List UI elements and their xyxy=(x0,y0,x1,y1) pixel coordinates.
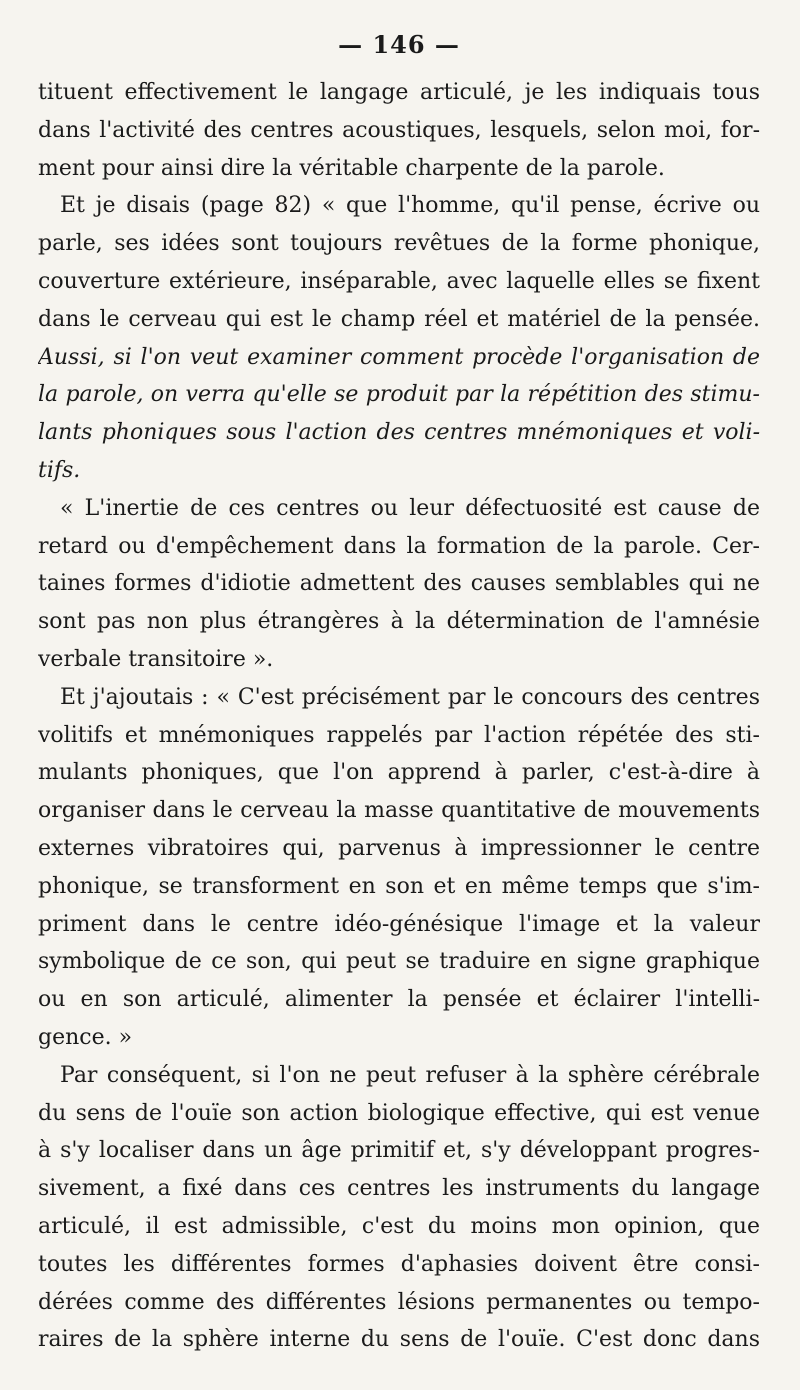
text-line: phonique, se transforment en son et en même temps que s'im- xyxy=(38,873,760,899)
text-line: sont pas non plus étrangères à la détermination de l'amnésie xyxy=(38,609,760,635)
text-line: à s'y localiser dans un âge primitif et, s'y développant progres- xyxy=(38,1138,760,1164)
text-line: parle, ses idées sont toujours revêtues de la forme phonique, xyxy=(38,231,760,257)
text-line: dans le cerveau qui est le champ réel et matériel de la pensée. xyxy=(38,306,760,332)
text-line: Aussi, si l'on veut examiner comment procède l'organisation de xyxy=(38,344,760,370)
text-line: Par conséquent, si l'on ne peut refuser à la sphère cérébrale xyxy=(60,1062,760,1088)
text-line: « L'inertie de ces centres ou leur défectuosité est cause de xyxy=(60,495,760,521)
text-line: ou en son articulé, alimenter la pensée et éclairer l'intelli- xyxy=(38,987,760,1013)
text-line: externes vibratoires qui, parvenus à impressionner le centre xyxy=(38,835,760,861)
body-text xyxy=(38,74,760,1359)
text-line: toutes les différentes formes d'aphasies doivent être consi- xyxy=(38,1251,760,1277)
text-line: dans l'activité des centres acoustiques, lesquels, selon moi, for- xyxy=(38,117,760,143)
text-line: Et je disais (page 82) « que l'homme, qu'il pense, écrive ou xyxy=(60,193,760,219)
text-line: Et j'ajoutais : « C'est précisément par le concours des centres xyxy=(60,684,760,710)
text-line: taines formes d'idiotie admettent des causes semblables qui ne xyxy=(38,571,760,597)
text-line: tifs. xyxy=(38,457,81,483)
page-number: — 146 — xyxy=(338,30,460,59)
text-line: sivement, a fixé dans ces centres les instruments du langage xyxy=(38,1176,760,1202)
text-line: volitifs et mnémoniques rappelés par l'action répétée des sti- xyxy=(38,722,760,748)
text-line: tituent effectivement le langage articulé, je les indiquais tous xyxy=(38,80,760,105)
text-line: organiser dans le cerveau la masse quantitative de mouvements xyxy=(38,798,760,824)
text-line: symbolique de ce son, qui peut se traduire en signe graphique xyxy=(38,949,760,975)
text-line: gence. » xyxy=(38,1024,133,1050)
text-line: priment dans le centre idéo-génésique l'image et la valeur xyxy=(38,911,760,937)
text-line: raires de la sphère interne du sens de l'ouïe. C'est donc dans xyxy=(38,1327,760,1353)
text-line: retard ou d'empêchement dans la formation de la parole. Cer- xyxy=(38,533,760,559)
text-line: articulé, il est admissible, c'est du moins mon opinion, que xyxy=(38,1213,760,1239)
text-line: couverture extérieure, inséparable, avec laquelle elles se fixent xyxy=(38,268,760,294)
text-line: mulants phoniques, que l'on apprend à parler, c'est-à-dire à xyxy=(38,760,760,786)
text-line: dérées comme des différentes lésions permanentes ou tempo- xyxy=(38,1289,760,1315)
text-line: du sens de l'ouïe son action biologique effective, qui est venue xyxy=(38,1100,760,1126)
text-line: lants phoniques sous l'action des centres mnémoniques et voli- xyxy=(38,420,760,446)
text-line: ment pour ainsi dire la véritable charpente de la parole. xyxy=(38,155,665,181)
text-line: la parole, on verra qu'elle se produit par la répétition des stimu- xyxy=(38,382,760,408)
text-line: verbale transitoire ». xyxy=(38,646,274,672)
